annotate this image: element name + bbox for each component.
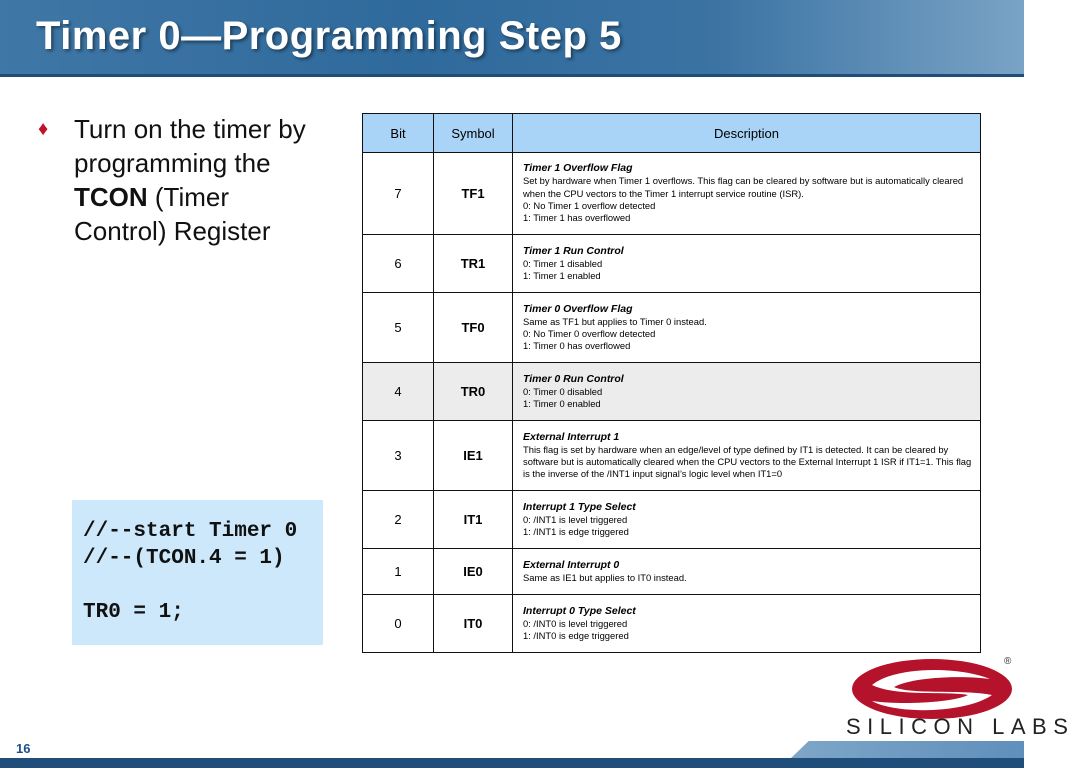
description-line: 1: Timer 1 has overflowed: [523, 212, 631, 224]
cell-description: [513, 235, 981, 293]
description-title: Interrupt 0 Type Select: [523, 604, 636, 617]
description-line: 1: Timer 0 has overflowed: [523, 340, 631, 352]
description-line: 1: /INT1 is edge triggered: [523, 526, 629, 537]
footer-accent: [790, 741, 1024, 759]
cell-symbol: IT0: [434, 595, 513, 653]
description-title: Timer 0 Overflow Flag: [523, 302, 633, 315]
header-symbol: Symbol: [434, 114, 513, 153]
description-line: 0: Timer 1 disabled: [523, 257, 603, 269]
cell-symbol: IT1: [434, 491, 513, 549]
bullet-text-start: Turn on the timer by programming the: [74, 114, 306, 178]
tcon-register-table: [362, 113, 981, 653]
cell-symbol: TR0: [434, 363, 513, 421]
bullet-text: [74, 112, 314, 248]
page-number: 16: [16, 741, 31, 756]
cell-bit: 5: [363, 293, 434, 363]
description-title: External Interrupt 0: [523, 558, 620, 571]
header-bit: Bit: [363, 114, 434, 153]
description-title: External Interrupt 1: [523, 430, 620, 443]
description-line: 1: Timer 0 enabled: [523, 398, 601, 409]
description-line: 0: /INT1 is level triggered: [523, 513, 628, 525]
code-box: [72, 500, 323, 645]
cell-description: [513, 293, 981, 363]
cell-bit: 2: [363, 491, 434, 549]
cell-bit: 6: [363, 235, 434, 293]
description-line: 0: No Timer 1 overflow detected: [523, 200, 656, 211]
cell-description: [513, 421, 981, 491]
slide-title: Timer 0—Programming Step 5: [36, 14, 622, 58]
description-line: 1: /INT0 is edge triggered: [523, 630, 629, 641]
table-row: [363, 293, 981, 363]
cell-symbol: IE1: [434, 421, 513, 491]
description-line: This flag is set by hardware when an edge/level of type defined by IT1 is detected. It can be cleared by software but is automatically cleared when the CPU vectors to the External Interrupt 1 ISR if IT1=1. This flag is the inverse of the /INT1 input signal’s logic level when IT1=0: [523, 443, 972, 480]
description-title: Timer 1 Overflow Flag: [523, 162, 633, 175]
table-body: [363, 153, 981, 653]
registered-mark: ®: [1004, 656, 1012, 667]
bullet-text-end: (Timer Control) Register: [74, 182, 271, 246]
cell-description: [513, 153, 981, 235]
description-title: Interrupt 1 Type Select: [523, 500, 636, 513]
description-line: 0: /INT0 is level triggered: [523, 617, 628, 629]
cell-bit: 3: [363, 421, 434, 491]
footer-bar: [0, 758, 1024, 768]
cell-symbol: TF0: [434, 293, 513, 363]
bullet-text-bold: TCON: [74, 182, 148, 212]
cell-symbol: TF1: [434, 153, 513, 235]
table-row: [363, 491, 981, 549]
cell-bit: 1: [363, 549, 434, 595]
cell-bit: 0: [363, 595, 434, 653]
diamond-bullet-icon: ♦: [38, 118, 49, 140]
description-title: Timer 1 Run Control: [523, 244, 624, 257]
header-description: Description: [513, 114, 981, 153]
table-row: [363, 549, 981, 595]
table-header-row: [363, 114, 981, 153]
logo-text: SILICON LABS: [846, 714, 1074, 739]
code-snippet: //--start Timer 0 //--(TCON.4 = 1) TR0 = 1;: [83, 520, 298, 624]
description-title: Timer 0 Run Control: [523, 372, 624, 385]
table-row: [363, 421, 981, 491]
description-line: Set by hardware when Timer 1 overflows. This flag can be cleared by software but is automatically cleared when the CPU vectors to the Timer 1 interrupt service routine (ISR).: [523, 175, 964, 199]
cell-description: [513, 549, 981, 595]
cell-description: [513, 595, 981, 653]
description-line: Same as IE1 but applies to IT0 instead.: [523, 571, 687, 583]
description-line: Same as TF1 but applies to Timer 0 instead.: [523, 315, 707, 327]
table-row: [363, 595, 981, 653]
cell-description: [513, 491, 981, 549]
description-line: 0: No Timer 0 overflow detected: [523, 327, 656, 339]
title-bar: [0, 0, 1024, 77]
cell-bit: 7: [363, 153, 434, 235]
cell-bit: 4: [363, 363, 434, 421]
description-line: 1: Timer 1 enabled: [523, 270, 601, 281]
cell-symbol: TR1: [434, 235, 513, 293]
description-line: 0: Timer 0 disabled: [523, 385, 603, 397]
table-row: [363, 363, 981, 421]
table-row: [363, 235, 981, 293]
cell-description: [513, 363, 981, 421]
table-row: [363, 153, 981, 235]
cell-symbol: IE0: [434, 549, 513, 595]
